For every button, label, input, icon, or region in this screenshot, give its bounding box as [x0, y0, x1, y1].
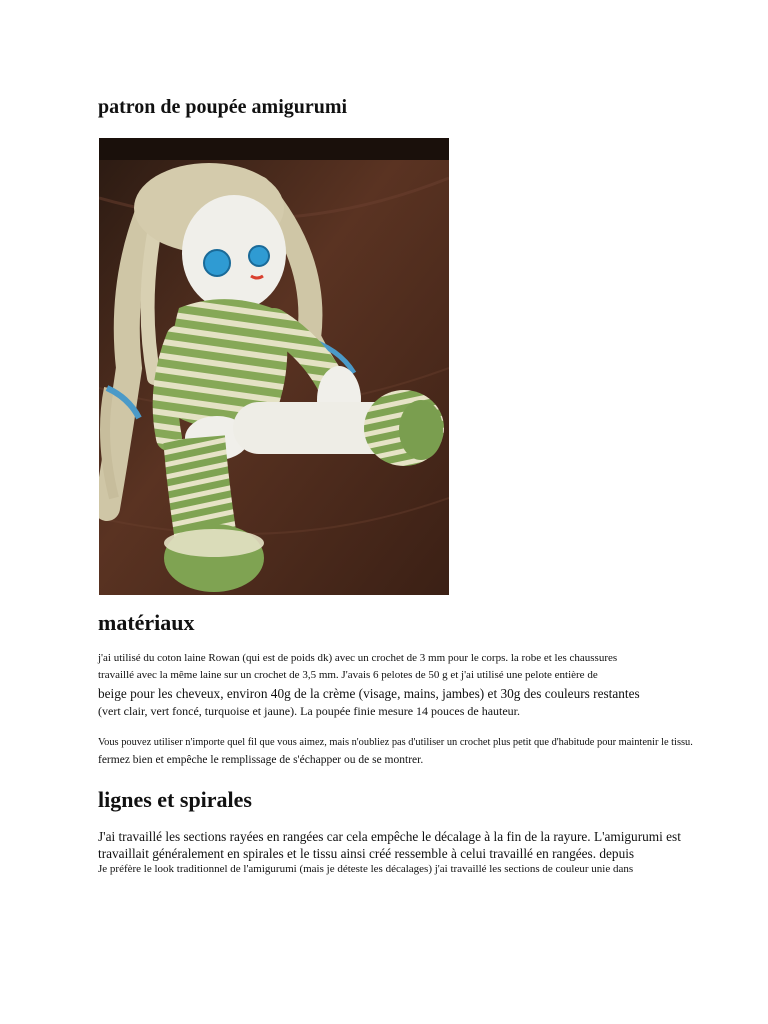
materials-line: Vous pouvez utiliser n'importe quel fil que vous aimez, mais n'oubliez pas d'utiliser un crochet plus petit que d'habitude pour maintenir le tissu. [98, 737, 693, 748]
materials-line: j'ai utilisé du coton laine Rowan (qui est de poids dk) avec un crochet de 3 mm pour le corps. la robe et les chaussures [98, 652, 618, 664]
lines-spirals-line: J'ai travaillé les sections rayées en rangées car cela empêche le décalage à la fin de la rayure. L'amigurumi est [98, 829, 681, 844]
materials-line: travaillé avec la même laine sur un crochet de 3,5 mm. J'avais 6 pelotes de 50 g et j'ai utilisé une pelote entière de [98, 669, 598, 681]
doll-photo [99, 138, 449, 595]
section-heading-lines-spirals: lignes et spirales [98, 787, 252, 812]
section-heading-materials: matériaux [98, 610, 195, 635]
materials-line: beige pour les cheveux, environ 40g de la crème (visage, mains, jambes) et 30g des couleurs restantes [98, 686, 640, 701]
lines-spirals-line: Je préfère le look traditionnel de l'amigurumi (mais je déteste les décalages) j'ai travaillé les sections de couleur unie dans [98, 863, 634, 875]
page-title: patron de poupée amigurumi [98, 96, 348, 118]
materials-line: fermez bien et empêche le remplissage de s'échapper ou de se montrer. [98, 754, 424, 766]
materials-line: (vert clair, vert foncé, turquoise et jaune). La poupée finie mesure 14 pouces de hauteur. [98, 704, 521, 718]
lines-spirals-line: travaillait généralement en spirales et le tissu ainsi créé ressemble à celui travaillé en rangées. depuis [98, 846, 635, 861]
